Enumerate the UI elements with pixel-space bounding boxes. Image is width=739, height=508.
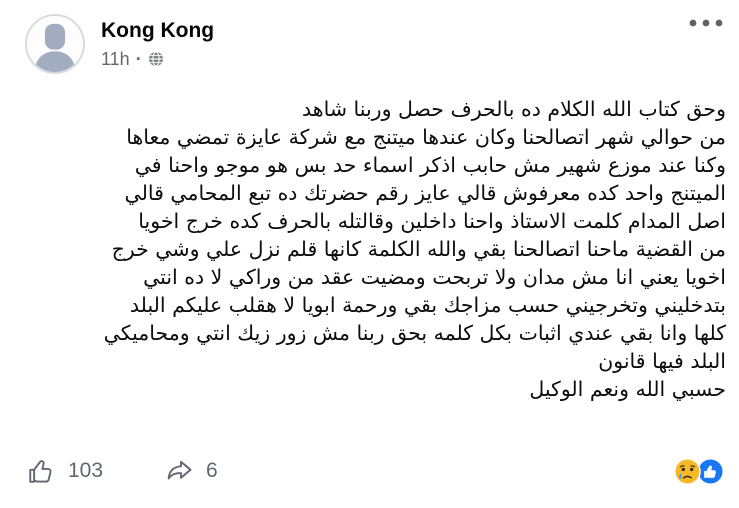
share-arrow-outline-icon: [165, 456, 195, 486]
author-name[interactable]: Kong Kong: [101, 19, 215, 43]
meta-separator: ·: [135, 48, 142, 69]
like-button[interactable]: [27, 456, 103, 486]
post-header: [25, 14, 689, 74]
post-text-line: حسبي الله ونعم الوكيل: [529, 377, 726, 401]
post-text-line: بتدخليني وتخرجيني حسب مزاجك بقي ورحمة ابويا لا هقلب عليكم البلد: [129, 293, 726, 317]
post-meta: [101, 49, 214, 70]
timestamp[interactable]: 11h: [101, 48, 130, 69]
like-reaction-icon: [697, 458, 724, 485]
reactions-summary[interactable]: [674, 458, 724, 485]
post-text-line: وكنا عند موزع شهير مش حابب اذكر اسماء حد بس هو موجو واحنا في: [134, 153, 726, 177]
thumbs-up-outline-icon: [27, 456, 57, 486]
post-text: [8, 95, 726, 403]
post-text-line: من حوالي شهر اتصالحنا وكان عندها ميتنج مع شركة عايزة تمضي معاها: [126, 125, 726, 149]
post-text-line: الميتنج واحد كده معرفوش قالي عايز رقم حضرتك ده تبع المحامي قالي: [124, 181, 726, 205]
sad-reaction-icon: [674, 458, 701, 485]
share-button[interactable]: [165, 456, 218, 486]
three-dots-menu-icon: [689, 14, 723, 32]
header-text: [101, 18, 214, 69]
post-text-line: البلد فيها قانون: [598, 349, 726, 373]
post-text-line: اخويا يعني انا مش مدان ولا تربحت ومضيت عقد من وراكي لا ده انتي: [143, 265, 726, 289]
post-text-line: اصل المدام كلمت الاستاذ واحنا داخلين وقالتله بالحرف كده خرج اخويا: [138, 209, 726, 233]
share-count: 6: [206, 459, 218, 482]
post-footer: [27, 450, 724, 492]
default-person-silhouette-icon: [27, 16, 83, 72]
post-text-line: وحق كتاب الله الكلام ده بالحرف حصل وربنا شاهد: [302, 97, 726, 121]
avatar[interactable]: [25, 14, 85, 74]
post-text-line: من القضية ماحنا اتصالحنا بقي والله الكلمة كانها قلم نزل علي وشي خرج: [111, 237, 726, 261]
like-count: 103: [68, 459, 104, 482]
post-text-line: كلها وانا بقي عندي اثبات بكل كلمه بحق ربنا مش زور زيك انتي ومحاميكي: [103, 321, 726, 345]
more-options-button[interactable]: [687, 12, 723, 34]
globe-public-icon: [148, 51, 164, 67]
